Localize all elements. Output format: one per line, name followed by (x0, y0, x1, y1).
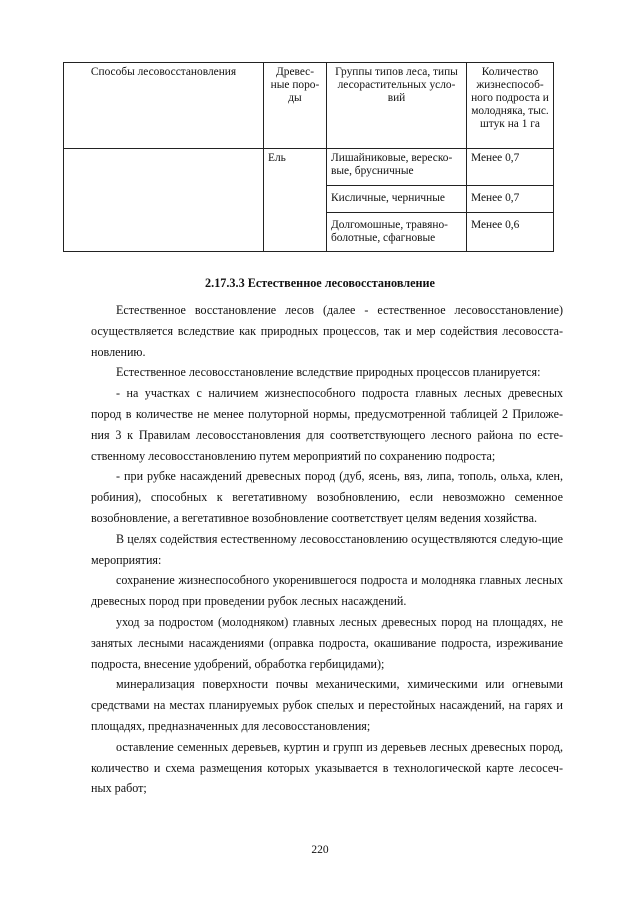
paragraph: - при рубке насаждений древесных пород (дуб, ясень, вяз, липа, тополь, ольха, клен, робиния), способных к вегетативному возобновлению, если невозможно семенное возобновление, а вегетативное возобновление соответствует целям ведения хозяйства. (91, 469, 563, 525)
paragraph: Естественное восстановление лесов (далее - естественное лесовосстановление) осуществляется вследствие как природных процессов, так и мер содействия лесовосста-новлению. (91, 303, 563, 359)
amount-cell: Менее 0,6 (467, 213, 554, 252)
methods-cell (64, 149, 264, 252)
forest-type-cell: Лишайниковые, вереско-вые, брусничные (327, 149, 467, 186)
forest-type-cell: Долгомошные, травяно-болотные, сфагновые (327, 213, 467, 252)
page-number: 220 (311, 844, 329, 856)
paragraph: оставление семенных деревьев, куртин и групп из деревьев лесных древесных пород, количество и схема размещения которых указывается в технологической карте лесосеч-ных работ; (91, 739, 563, 796)
section-body (91, 300, 563, 799)
paragraph: - на участках с наличием жизнеспособного подроста главных лесных древесных пород в количестве не менее полуторной нормы, предусмотренной таблицей 2 Приложе-ния 3 к Правилам лесовосстановления для соответствующего лесного района по есте-ственному лесовосстановлению путем мероприятий по сохранению подроста; (91, 386, 563, 463)
section-heading: 2.17.3.3 Естественное лесовосстановление (205, 276, 435, 290)
species-cell: Ель (264, 149, 327, 252)
paragraph: минерализация поверхности почвы механическими, химическими или огневыми средствами на местах планируемых рубок спелых и перестойных насаждений, на гарях и площадях, предназначенных для лесовосстановления; (91, 677, 563, 733)
amount-cell: Менее 0,7 (467, 186, 554, 213)
header-methods: Способы лесовосстановления (64, 63, 264, 149)
table-header-row (64, 63, 554, 149)
header-undergrowth-amount: Количество жизнеспособ-ного подроста и молодняка, тыс. штук на 1 га (467, 63, 554, 149)
reforestation-table (63, 62, 554, 252)
paragraph: сохранение жизнеспособного укоренившегося подроста и молодняка главных лесных древесных пород при проведении рубок лесных насаждений. (91, 573, 563, 609)
header-forest-types: Группы типов леса, типы лесорастительных усло-вий (327, 63, 467, 149)
forest-type-cell: Кисличные, черничные (327, 186, 467, 213)
table-row (64, 149, 554, 186)
header-species: Древес-ные поро-ды (264, 63, 327, 149)
paragraph: уход за подростом (молодняком) главных лесных древесных пород на площадях, не занятых лесными насаждениями (оправка подроста, окашивание подроста, изреживание подроста, внесение удобрений, обработка гербицидами); (91, 614, 563, 671)
paragraph: В целях содействия естественному лесовосстановлению осуществляются следую-щие мероприятия: (91, 531, 563, 567)
paragraph: Естественное лесовосстановление вследствие природных процессов планируется: (116, 365, 541, 380)
amount-cell: Менее 0,7 (467, 149, 554, 186)
